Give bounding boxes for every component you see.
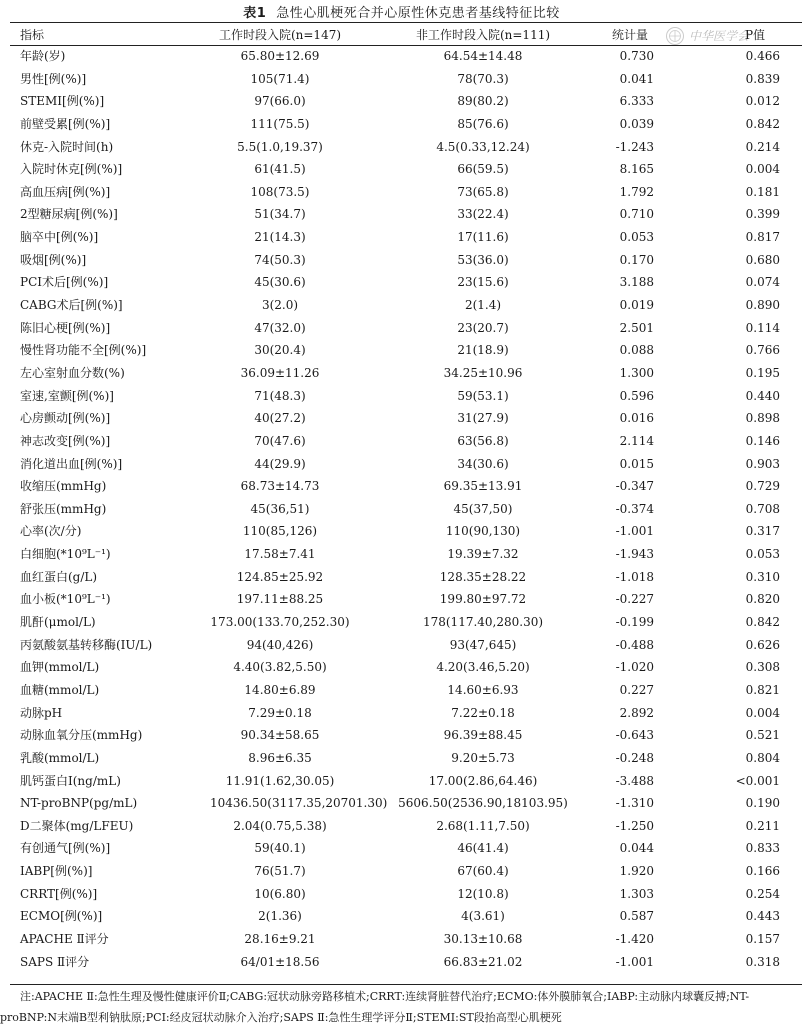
- row-indicator: 陈旧心梗[例(%)]: [20, 320, 111, 335]
- cell-statistic: -1.018: [615, 569, 654, 584]
- row-indicator: STEMI[例(%)]: [20, 94, 105, 109]
- cell-nonwork-group: 14.60±6.93: [447, 682, 519, 697]
- cell-work-group: 5.5(1.0,19.37): [237, 139, 323, 154]
- cell-statistic: -1.420: [615, 931, 654, 946]
- cell-nonwork-group: 59(53.1): [457, 388, 509, 403]
- cell-nonwork-group: 178(117.40,280.30): [422, 615, 544, 630]
- cell-nonwork-group: 96.39±88.45: [443, 728, 523, 743]
- cell-statistic: 6.333: [619, 94, 654, 109]
- table-row: [0, 679, 803, 702]
- row-indicator: 肌钙蛋白I(ng/mL): [20, 773, 121, 788]
- cell-work-group: 10(6.80): [254, 886, 306, 901]
- cell-nonwork-group: 5606.50(2536.90,18103.95): [398, 796, 568, 811]
- table-row: [0, 339, 803, 362]
- cell-work-group: 68.73±14.73: [240, 479, 320, 494]
- cell-statistic: 0.044: [619, 841, 654, 856]
- cell-p-value: 0.821: [745, 682, 780, 697]
- cell-work-group: 40(27.2): [254, 411, 306, 426]
- table-row: [0, 181, 803, 204]
- cell-statistic: -1.020: [615, 660, 654, 675]
- cell-p-value: 0.440: [745, 388, 780, 403]
- cell-work-group: 76(51.7): [254, 864, 306, 879]
- cell-p-value: 0.308: [745, 660, 780, 675]
- cell-p-value: 0.310: [745, 569, 780, 584]
- cell-statistic: -0.248: [615, 750, 654, 765]
- cell-p-value: 0.166: [745, 864, 780, 879]
- cell-work-group: 8.96±6.35: [248, 750, 312, 765]
- cell-nonwork-group: 46(41.4): [457, 841, 509, 856]
- cell-nonwork-group: 85(76.6): [457, 116, 509, 131]
- cell-p-value: 0.318: [745, 954, 780, 969]
- cell-work-group: 59(40.1): [254, 841, 306, 856]
- cell-nonwork-group: 199.80±97.72: [439, 592, 527, 607]
- cell-statistic: -0.643: [615, 728, 654, 743]
- cell-p-value: 0.839: [745, 71, 780, 86]
- cell-work-group: 3(2.0): [261, 298, 299, 313]
- cell-p-value: 0.146: [745, 433, 780, 448]
- row-indicator: 高血压病[例(%)]: [20, 184, 111, 199]
- cell-statistic: 1.920: [619, 864, 654, 879]
- table-row: [0, 294, 803, 317]
- cell-nonwork-group: 93(47,645): [449, 637, 517, 652]
- cell-work-group: 4.40(3.82,5.50): [233, 660, 327, 675]
- row-indicator: 乳酸(mmol/L): [20, 750, 100, 765]
- row-indicator: 左心室射血分数(%): [20, 365, 125, 380]
- cell-p-value: 0.817: [745, 230, 780, 245]
- cell-nonwork-group: 64.54±14.48: [443, 49, 523, 63]
- cell-work-group: 65.80±12.69: [240, 49, 320, 63]
- cell-statistic: 0.053: [619, 230, 654, 245]
- cell-nonwork-group: 17(11.6): [457, 230, 509, 245]
- table-row: [0, 792, 803, 815]
- cell-statistic: -0.227: [615, 592, 654, 607]
- cell-p-value: 0.053: [745, 547, 780, 562]
- cell-nonwork-group: 31(27.9): [457, 411, 509, 426]
- table-number: 表1: [243, 6, 267, 21]
- row-indicator: SAPS Ⅱ评分: [20, 954, 90, 969]
- cell-nonwork-group: 4.20(3.46,5.20): [436, 660, 530, 675]
- row-indicator: 血钾(mmol/L): [20, 660, 100, 675]
- cell-nonwork-group: 12(10.8): [457, 886, 509, 901]
- cell-work-group: 28.16±9.21: [244, 931, 316, 946]
- journal-watermark: [665, 26, 755, 46]
- cell-work-group: 45(30.6): [254, 275, 306, 290]
- table-row: [0, 724, 803, 747]
- table-row: [0, 634, 803, 657]
- cell-nonwork-group: 4(3.61): [461, 909, 505, 924]
- row-indicator: 心率(次/分): [20, 524, 82, 539]
- table-row: [0, 362, 803, 385]
- cell-work-group: 124.85±25.92: [236, 569, 324, 584]
- table-row: [0, 203, 803, 226]
- cell-work-group: 44(29.9): [254, 456, 306, 471]
- row-indicator: 肌酐(μmol/L): [20, 615, 96, 630]
- cell-p-value: 0.399: [745, 207, 780, 222]
- watermark-text: 中华医学会: [689, 29, 750, 43]
- table-row: [0, 158, 803, 181]
- table-row: [0, 407, 803, 430]
- cell-p-value: 0.766: [745, 343, 780, 358]
- row-indicator: PCI术后[例(%)]: [20, 275, 109, 290]
- table-row: [0, 905, 803, 928]
- table-row: [0, 113, 803, 136]
- cell-p-value: 0.157: [745, 931, 780, 946]
- cell-p-value: <0.001: [735, 773, 780, 788]
- cell-p-value: 0.680: [745, 252, 780, 267]
- cell-nonwork-group: 73(65.8): [457, 184, 509, 199]
- row-indicator: 前壁受累[例(%)]: [20, 116, 111, 131]
- table-row: [0, 385, 803, 408]
- row-indicator: 脑卒中[例(%)]: [20, 230, 99, 245]
- cell-work-group: 197.11±88.25: [236, 592, 324, 607]
- row-indicator: 2型糖尿病[例(%)]: [20, 207, 118, 222]
- cell-nonwork-group: 34.25±10.96: [443, 365, 523, 380]
- cell-p-value: 0.211: [745, 818, 780, 833]
- row-indicator: 心房颤动[例(%)]: [20, 411, 111, 426]
- cell-nonwork-group: 45(37,50): [453, 501, 513, 516]
- cell-statistic: 0.015: [619, 456, 654, 471]
- row-indicator: 男性[例(%)]: [20, 71, 87, 86]
- row-indicator: 吸烟[例(%)]: [20, 252, 87, 267]
- cell-p-value: 0.903: [745, 456, 780, 471]
- row-indicator: 丙氨酸氨基转移酶(IU/L): [20, 637, 153, 652]
- header-nonwork-group: 非工作时段入院(n=111): [415, 28, 551, 42]
- cell-nonwork-group: 4.5(0.33,12.24): [436, 139, 530, 154]
- cell-work-group: 110(85,126): [242, 524, 318, 539]
- cell-statistic: 0.596: [619, 388, 654, 403]
- table-body: [0, 45, 803, 973]
- cell-p-value: 0.842: [745, 116, 780, 131]
- row-indicator: 神志改变[例(%)]: [20, 433, 111, 448]
- top-rule: [10, 22, 802, 23]
- cell-nonwork-group: 78(70.3): [457, 71, 509, 86]
- cell-p-value: 0.626: [745, 637, 780, 652]
- cell-statistic: -3.488: [615, 773, 654, 788]
- cell-nonwork-group: 34(30.6): [457, 456, 509, 471]
- table-row: [0, 951, 803, 974]
- table-row: [0, 498, 803, 521]
- cell-work-group: 97(66.0): [254, 94, 306, 109]
- cell-p-value: 0.708: [745, 501, 780, 516]
- cell-p-value: 0.804: [745, 750, 780, 765]
- row-indicator: 动脉pH: [20, 705, 63, 720]
- cell-statistic: 0.019: [619, 298, 654, 313]
- row-indicator: 入院时休克[例(%)]: [20, 162, 123, 177]
- cell-work-group: 36.09±11.26: [240, 365, 320, 380]
- cell-work-group: 2(1.36): [258, 909, 302, 924]
- row-indicator: 血糖(mmol/L): [20, 682, 100, 697]
- cell-p-value: 0.074: [745, 275, 780, 290]
- row-indicator: 消化道出血[例(%)]: [20, 456, 123, 471]
- row-indicator: 慢性肾功能不全[例(%)]: [20, 343, 147, 358]
- table-row: [0, 271, 803, 294]
- cell-statistic: 8.165: [619, 162, 654, 177]
- cell-statistic: 2.114: [619, 433, 654, 448]
- cell-nonwork-group: 19.39±7.32: [447, 547, 519, 562]
- cell-p-value: 0.012: [745, 94, 780, 109]
- cell-statistic: 1.792: [619, 184, 654, 199]
- cell-work-group: 105(71.4): [250, 71, 310, 86]
- cell-statistic: 0.710: [619, 207, 654, 222]
- row-indicator: ECMO[例(%)]: [20, 909, 103, 924]
- cell-nonwork-group: 21(18.9): [457, 343, 509, 358]
- cell-p-value: 0.004: [745, 162, 780, 177]
- cell-work-group: 70(47.6): [254, 433, 306, 448]
- cell-work-group: 90.34±58.65: [240, 728, 320, 743]
- cell-p-value: 0.729: [745, 479, 780, 494]
- table-row: [0, 770, 803, 793]
- cell-p-value: 0.114: [745, 320, 780, 335]
- table-row: [0, 226, 803, 249]
- cell-statistic: 1.303: [619, 886, 654, 901]
- cell-p-value: 0.190: [745, 796, 780, 811]
- header-indicator: 指标: [20, 28, 45, 42]
- table-row: [0, 520, 803, 543]
- cell-nonwork-group: 33(22.4): [457, 207, 509, 222]
- cell-work-group: 61(41.5): [254, 162, 306, 177]
- table-row: [0, 837, 803, 860]
- header-p-value: P值: [744, 28, 766, 42]
- cell-statistic: 2.892: [619, 705, 654, 720]
- cell-statistic: 0.587: [619, 909, 654, 924]
- table-caption: [0, 2, 803, 21]
- cell-work-group: 51(34.7): [254, 207, 306, 222]
- cell-work-group: 71(48.3): [254, 388, 306, 403]
- table-row: [0, 656, 803, 679]
- cell-nonwork-group: 69.35±13.91: [443, 479, 523, 494]
- cell-work-group: 2.04(0.75,5.38): [233, 818, 327, 833]
- cell-p-value: 0.833: [745, 841, 780, 856]
- cell-nonwork-group: 66.83±21.02: [443, 954, 523, 969]
- table-row: [0, 883, 803, 906]
- header-statistic: 统计量: [611, 28, 648, 42]
- row-indicator: 血红蛋白(g/L): [20, 569, 98, 584]
- cell-work-group: 17.58±7.41: [244, 547, 316, 562]
- table-row: [0, 702, 803, 725]
- row-indicator: 血小板(*10⁹L⁻¹): [20, 592, 111, 607]
- cell-nonwork-group: 89(80.2): [457, 94, 509, 109]
- cell-statistic: 0.170: [619, 252, 654, 267]
- cell-statistic: -0.199: [615, 615, 654, 630]
- cell-nonwork-group: 53(36.0): [457, 252, 509, 267]
- cell-nonwork-group: 66(59.5): [457, 162, 509, 177]
- cell-work-group: 94(40,426): [246, 637, 314, 652]
- cell-statistic: -1.001: [615, 954, 654, 969]
- cell-p-value: 0.195: [745, 365, 780, 380]
- cell-nonwork-group: 2.68(1.11,7.50): [436, 818, 530, 833]
- table-row: [0, 453, 803, 476]
- cell-statistic: 0.227: [619, 682, 654, 697]
- cell-work-group: 47(32.0): [254, 320, 306, 335]
- row-indicator: IABP[例(%)]: [20, 864, 93, 879]
- table-row: [0, 747, 803, 770]
- row-indicator: 舒张压(mmHg): [20, 501, 107, 516]
- cell-nonwork-group: 23(20.7): [457, 320, 509, 335]
- seal-icon: [665, 26, 685, 46]
- table-footnote: 注:APACHE Ⅱ:急性生理及慢性健康评价Ⅱ;CABG:冠状动脉旁路移植术;CRRT:连续肾脏替代治疗;ECMO:体外膜肺氧合;IABP:主动脉内球囊反搏;NT-proBNP:N末端B型利钠肽原;PCI:经皮冠状动脉介入治疗;SAPS Ⅱ:急性生理学评分Ⅱ;STEMI:ST段抬高型心肌梗死: [0, 990, 750, 1024]
- cell-p-value: 0.842: [745, 615, 780, 630]
- row-indicator: 动脉血氧分压(mmHg): [20, 728, 143, 743]
- row-indicator: CABG术后[例(%)]: [20, 298, 123, 313]
- row-indicator: APACHE Ⅱ评分: [20, 931, 109, 946]
- table-row: [0, 475, 803, 498]
- table-row: [0, 860, 803, 883]
- cell-nonwork-group: 23(15.6): [457, 275, 509, 290]
- cell-statistic: -1.310: [615, 796, 654, 811]
- cell-statistic: -1.243: [615, 139, 654, 154]
- cell-p-value: 0.890: [745, 298, 780, 313]
- cell-nonwork-group: 110(90,130): [445, 524, 521, 539]
- cell-nonwork-group: 67(60.4): [457, 864, 509, 879]
- cell-statistic: 0.039: [619, 116, 654, 131]
- cell-p-value: 0.317: [745, 524, 780, 539]
- cell-work-group: 10436.50(3117.35,20701.30): [210, 796, 388, 811]
- cell-work-group: 21(14.3): [254, 230, 306, 245]
- cell-p-value: 0.466: [745, 49, 780, 63]
- cell-statistic: -1.001: [615, 524, 654, 539]
- row-indicator: 有创通气[例(%)]: [20, 841, 111, 856]
- cell-work-group: 30(20.4): [254, 343, 306, 358]
- table-row: [0, 90, 803, 113]
- cell-nonwork-group: 128.35±28.22: [439, 569, 527, 584]
- row-indicator: 年龄(岁): [20, 49, 66, 63]
- cell-nonwork-group: 17.00(2.86,64.46): [428, 773, 538, 788]
- cell-nonwork-group: 9.20±5.73: [451, 750, 515, 765]
- table-row: [0, 928, 803, 951]
- table-row: [0, 611, 803, 634]
- cell-work-group: 173.00(133.70,252.30): [210, 615, 350, 630]
- cell-statistic: 0.730: [619, 49, 654, 63]
- cell-statistic: 0.088: [619, 343, 654, 358]
- cell-statistic: 2.501: [619, 320, 654, 335]
- cell-statistic: -0.488: [615, 637, 654, 652]
- table-row: [0, 543, 803, 566]
- cell-work-group: 74(50.3): [254, 252, 306, 267]
- cell-nonwork-group: 30.13±10.68: [443, 931, 523, 946]
- cell-nonwork-group: 2(1.4): [464, 298, 502, 313]
- cell-work-group: 14.80±6.89: [244, 682, 316, 697]
- cell-statistic: -1.943: [615, 547, 654, 562]
- cell-p-value: 0.820: [745, 592, 780, 607]
- cell-p-value: 0.521: [745, 728, 780, 743]
- cell-work-group: 11.91(1.62,30.05): [225, 773, 335, 788]
- cell-p-value: 0.181: [745, 184, 780, 199]
- cell-statistic: 0.041: [619, 71, 654, 86]
- row-indicator: 室速,室颤[例(%)]: [20, 388, 114, 403]
- cell-statistic: 3.188: [619, 275, 654, 290]
- row-indicator: 休克-入院时间(h): [20, 139, 114, 154]
- table-row: [0, 566, 803, 589]
- table-row: [0, 430, 803, 453]
- cell-work-group: 111(75.5): [250, 116, 310, 131]
- cell-p-value: 0.214: [745, 139, 780, 154]
- row-indicator: 收缩压(mmHg): [20, 479, 107, 494]
- table-title: 急性心肌梗死合并心原性休克患者基线特征比较: [276, 6, 560, 21]
- header-work-group: 工作时段入院(n=147): [218, 28, 342, 42]
- cell-work-group: 108(73.5): [250, 184, 310, 199]
- cell-statistic: -0.374: [615, 501, 654, 516]
- table-row: [0, 45, 803, 68]
- table-row: [0, 588, 803, 611]
- cell-statistic: 1.300: [619, 365, 654, 380]
- row-indicator: CRRT[例(%)]: [20, 886, 98, 901]
- table-row: [0, 815, 803, 838]
- table-row: [0, 317, 803, 340]
- row-indicator: 白细胞(*10⁹L⁻¹): [20, 547, 111, 562]
- cell-nonwork-group: 63(56.8): [457, 433, 509, 448]
- cell-statistic: -1.250: [615, 818, 654, 833]
- cell-work-group: 45(36,51): [250, 501, 310, 516]
- cell-p-value: 0.443: [745, 909, 780, 924]
- cell-statistic: 0.016: [619, 411, 654, 426]
- cell-nonwork-group: 7.22±0.18: [451, 705, 515, 720]
- row-indicator: NT-proBNP(pg/mL): [20, 796, 138, 811]
- cell-p-value: 0.898: [745, 411, 780, 426]
- cell-work-group: 7.29±0.18: [248, 705, 312, 720]
- row-indicator: D二聚体(mg/LFEU): [20, 818, 134, 833]
- table-row: [0, 249, 803, 272]
- table-row: [0, 136, 803, 159]
- table-row: [0, 68, 803, 91]
- cell-p-value: 0.004: [745, 705, 780, 720]
- cell-statistic: -0.347: [615, 479, 654, 494]
- cell-work-group: 64/01±18.56: [240, 954, 320, 969]
- bottom-rule: [10, 984, 802, 985]
- cell-p-value: 0.254: [745, 886, 780, 901]
